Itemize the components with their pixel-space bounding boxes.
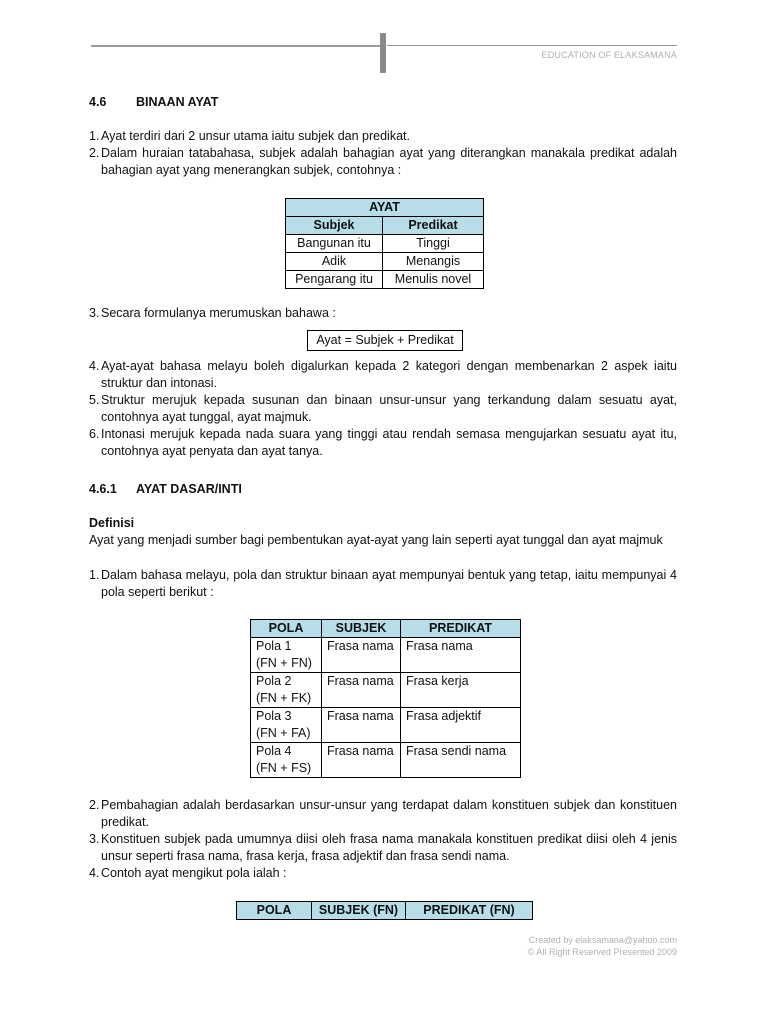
item-text: Ayat terdiri dari 2 unsur utama iaitu subjek dan predikat. bbox=[101, 129, 410, 143]
pola-label: Pola 1 bbox=[256, 639, 292, 653]
example-predikat-header: PREDIKAT (FN) bbox=[406, 902, 533, 920]
item-text: Intonasi merujuk kepada nada suara yang tinggi atau rendah semasa mengujarkan sesuatu ayat itu, contohnya ayat penyata dan ayat tanya. bbox=[101, 427, 677, 458]
pola-header: POLA bbox=[251, 620, 322, 638]
table-row bbox=[251, 673, 521, 708]
item-number: 4. bbox=[89, 866, 100, 880]
table-cell: Frasa adjektif bbox=[401, 708, 521, 743]
list-item bbox=[89, 797, 677, 831]
list-item bbox=[89, 305, 677, 322]
table-cell: Tinggi bbox=[383, 235, 484, 253]
table-cell: Pengarang itu bbox=[286, 271, 383, 289]
pola-formula: (FN + FA) bbox=[256, 726, 311, 740]
list-item bbox=[89, 128, 677, 145]
list-item bbox=[89, 865, 677, 882]
item-number: 3. bbox=[89, 306, 100, 320]
table-cell: Frasa sendi nama bbox=[401, 743, 521, 778]
pola-formula: (FN + FN) bbox=[256, 656, 312, 670]
predikat-header: PREDIKAT bbox=[401, 620, 521, 638]
item-number: 3. bbox=[89, 832, 100, 846]
footer-line-2: © All Right Reserved Presented 2009 bbox=[527, 947, 677, 957]
footer-line-1: Created by elaksamana@yahoo.com bbox=[528, 935, 677, 945]
definition-label: Definisi bbox=[89, 516, 135, 530]
table-row bbox=[251, 638, 521, 673]
list-item bbox=[89, 831, 677, 865]
example-table bbox=[236, 901, 533, 920]
definition-text: Ayat yang menjadi sumber bagi pembentukan ayat-ayat yang lain seperti ayat tunggal dan ayat majmuk bbox=[89, 533, 663, 547]
item-number: 2. bbox=[89, 146, 100, 160]
table-cell: Menulis novel bbox=[383, 271, 484, 289]
item-text: Pembahagian adalah berdasarkan unsur-unsur yang terdapat dalam konstituen subjek dan konstituen predikat. bbox=[101, 798, 677, 829]
subsection-title: AYAT DASAR/INTI bbox=[136, 482, 242, 496]
item-text: Dalam huraian tatabahasa, subjek adalah bahagian ayat yang diterangkan manakala predikat adalah bahagian ayat yang menerangkan subjek, contohnya : bbox=[101, 146, 677, 177]
item-number: 2. bbox=[89, 798, 100, 812]
header-rule-marker bbox=[380, 33, 386, 73]
list-item bbox=[89, 392, 677, 426]
item-text: Dalam bahasa melayu, pola dan struktur binaan ayat mempunyai bentuk yang tetap, iaitu mempunyai 4 pola seperti berikut : bbox=[101, 568, 677, 599]
subsection-number: 4.6.1 bbox=[89, 482, 117, 496]
ayat-table-title: AYAT bbox=[286, 199, 484, 217]
table-cell: Bangunan itu bbox=[286, 235, 383, 253]
table-row bbox=[251, 743, 521, 778]
table-cell: Menangis bbox=[383, 253, 484, 271]
header-text: EDUCATION OF ELAKSAMANA bbox=[541, 50, 677, 60]
formula-box: Ayat = Subjek + Predikat bbox=[307, 330, 463, 351]
footer bbox=[528, 934, 677, 958]
header-rule-right bbox=[387, 45, 677, 46]
example-pola-header: POLA bbox=[237, 902, 312, 920]
item-number: 4. bbox=[89, 359, 100, 373]
list-item bbox=[89, 358, 677, 392]
items-d bbox=[89, 797, 677, 882]
item-number: 1. bbox=[89, 568, 100, 582]
item-3 bbox=[89, 305, 677, 322]
pola-cell bbox=[251, 673, 322, 708]
pola-cell bbox=[251, 708, 322, 743]
list-item bbox=[89, 426, 677, 460]
table-row bbox=[286, 253, 484, 271]
item-text: Struktur merujuk kepada susunan dan binaan unsur-unsur yang terkandung dalam sesuatu ayat, contohnya ayat tunggal, ayat majmuk. bbox=[101, 393, 677, 424]
table-cell: Frasa nama bbox=[322, 673, 401, 708]
ayat-header-subjek: Subjek bbox=[286, 217, 383, 235]
item-number: 6. bbox=[89, 427, 100, 441]
table-cell: Frasa nama bbox=[322, 708, 401, 743]
table-cell: Frasa nama bbox=[401, 638, 521, 673]
pola-label: Pola 4 bbox=[256, 744, 292, 758]
pola-label: Pola 2 bbox=[256, 674, 292, 688]
item-c1 bbox=[89, 567, 677, 601]
item-text: Konstituen subjek pada umumnya diisi oleh frasa nama manakala konstituen predikat diisi oleh 4 jenis unsur seperti frasa nama, frasa kerja, frasa adjektif dan frasa sendi nama. bbox=[101, 832, 677, 863]
table-row bbox=[286, 235, 484, 253]
table-cell: Adik bbox=[286, 253, 383, 271]
list-item bbox=[89, 567, 677, 601]
item-text: Secara formulanya merumuskan bahawa : bbox=[101, 306, 336, 320]
table-row bbox=[286, 271, 484, 289]
item-text: Contoh ayat mengikut pola ialah : bbox=[101, 866, 287, 880]
table-cell: Frasa nama bbox=[322, 638, 401, 673]
table-cell: Frasa kerja bbox=[401, 673, 521, 708]
header-rule-left bbox=[91, 45, 381, 47]
pola-formula: (FN + FS) bbox=[256, 761, 312, 775]
section-title: BINAAN AYAT bbox=[136, 95, 219, 109]
ayat-table bbox=[285, 198, 484, 289]
intro-list bbox=[89, 128, 677, 179]
pola-label: Pola 3 bbox=[256, 709, 292, 723]
example-subjek-header: SUBJEK (FN) bbox=[312, 902, 406, 920]
table-cell: Frasa nama bbox=[322, 743, 401, 778]
subjek-header: SUBJEK bbox=[322, 620, 401, 638]
item-text: Ayat-ayat bahasa melayu boleh digalurkan kepada 2 kategori dengan membenarkan 2 aspek iaitu struktur dan intonasi. bbox=[101, 359, 677, 390]
section-number: 4.6 bbox=[89, 95, 107, 109]
ayat-header-predikat: Predikat bbox=[383, 217, 484, 235]
list-item bbox=[89, 145, 677, 179]
item-number: 5. bbox=[89, 393, 100, 407]
item-number: 1. bbox=[89, 129, 100, 143]
items-4-6 bbox=[89, 358, 677, 460]
pola-table bbox=[250, 619, 521, 778]
pola-cell bbox=[251, 638, 322, 673]
pola-formula: (FN + FK) bbox=[256, 691, 312, 705]
table-row bbox=[251, 708, 521, 743]
pola-cell bbox=[251, 743, 322, 778]
